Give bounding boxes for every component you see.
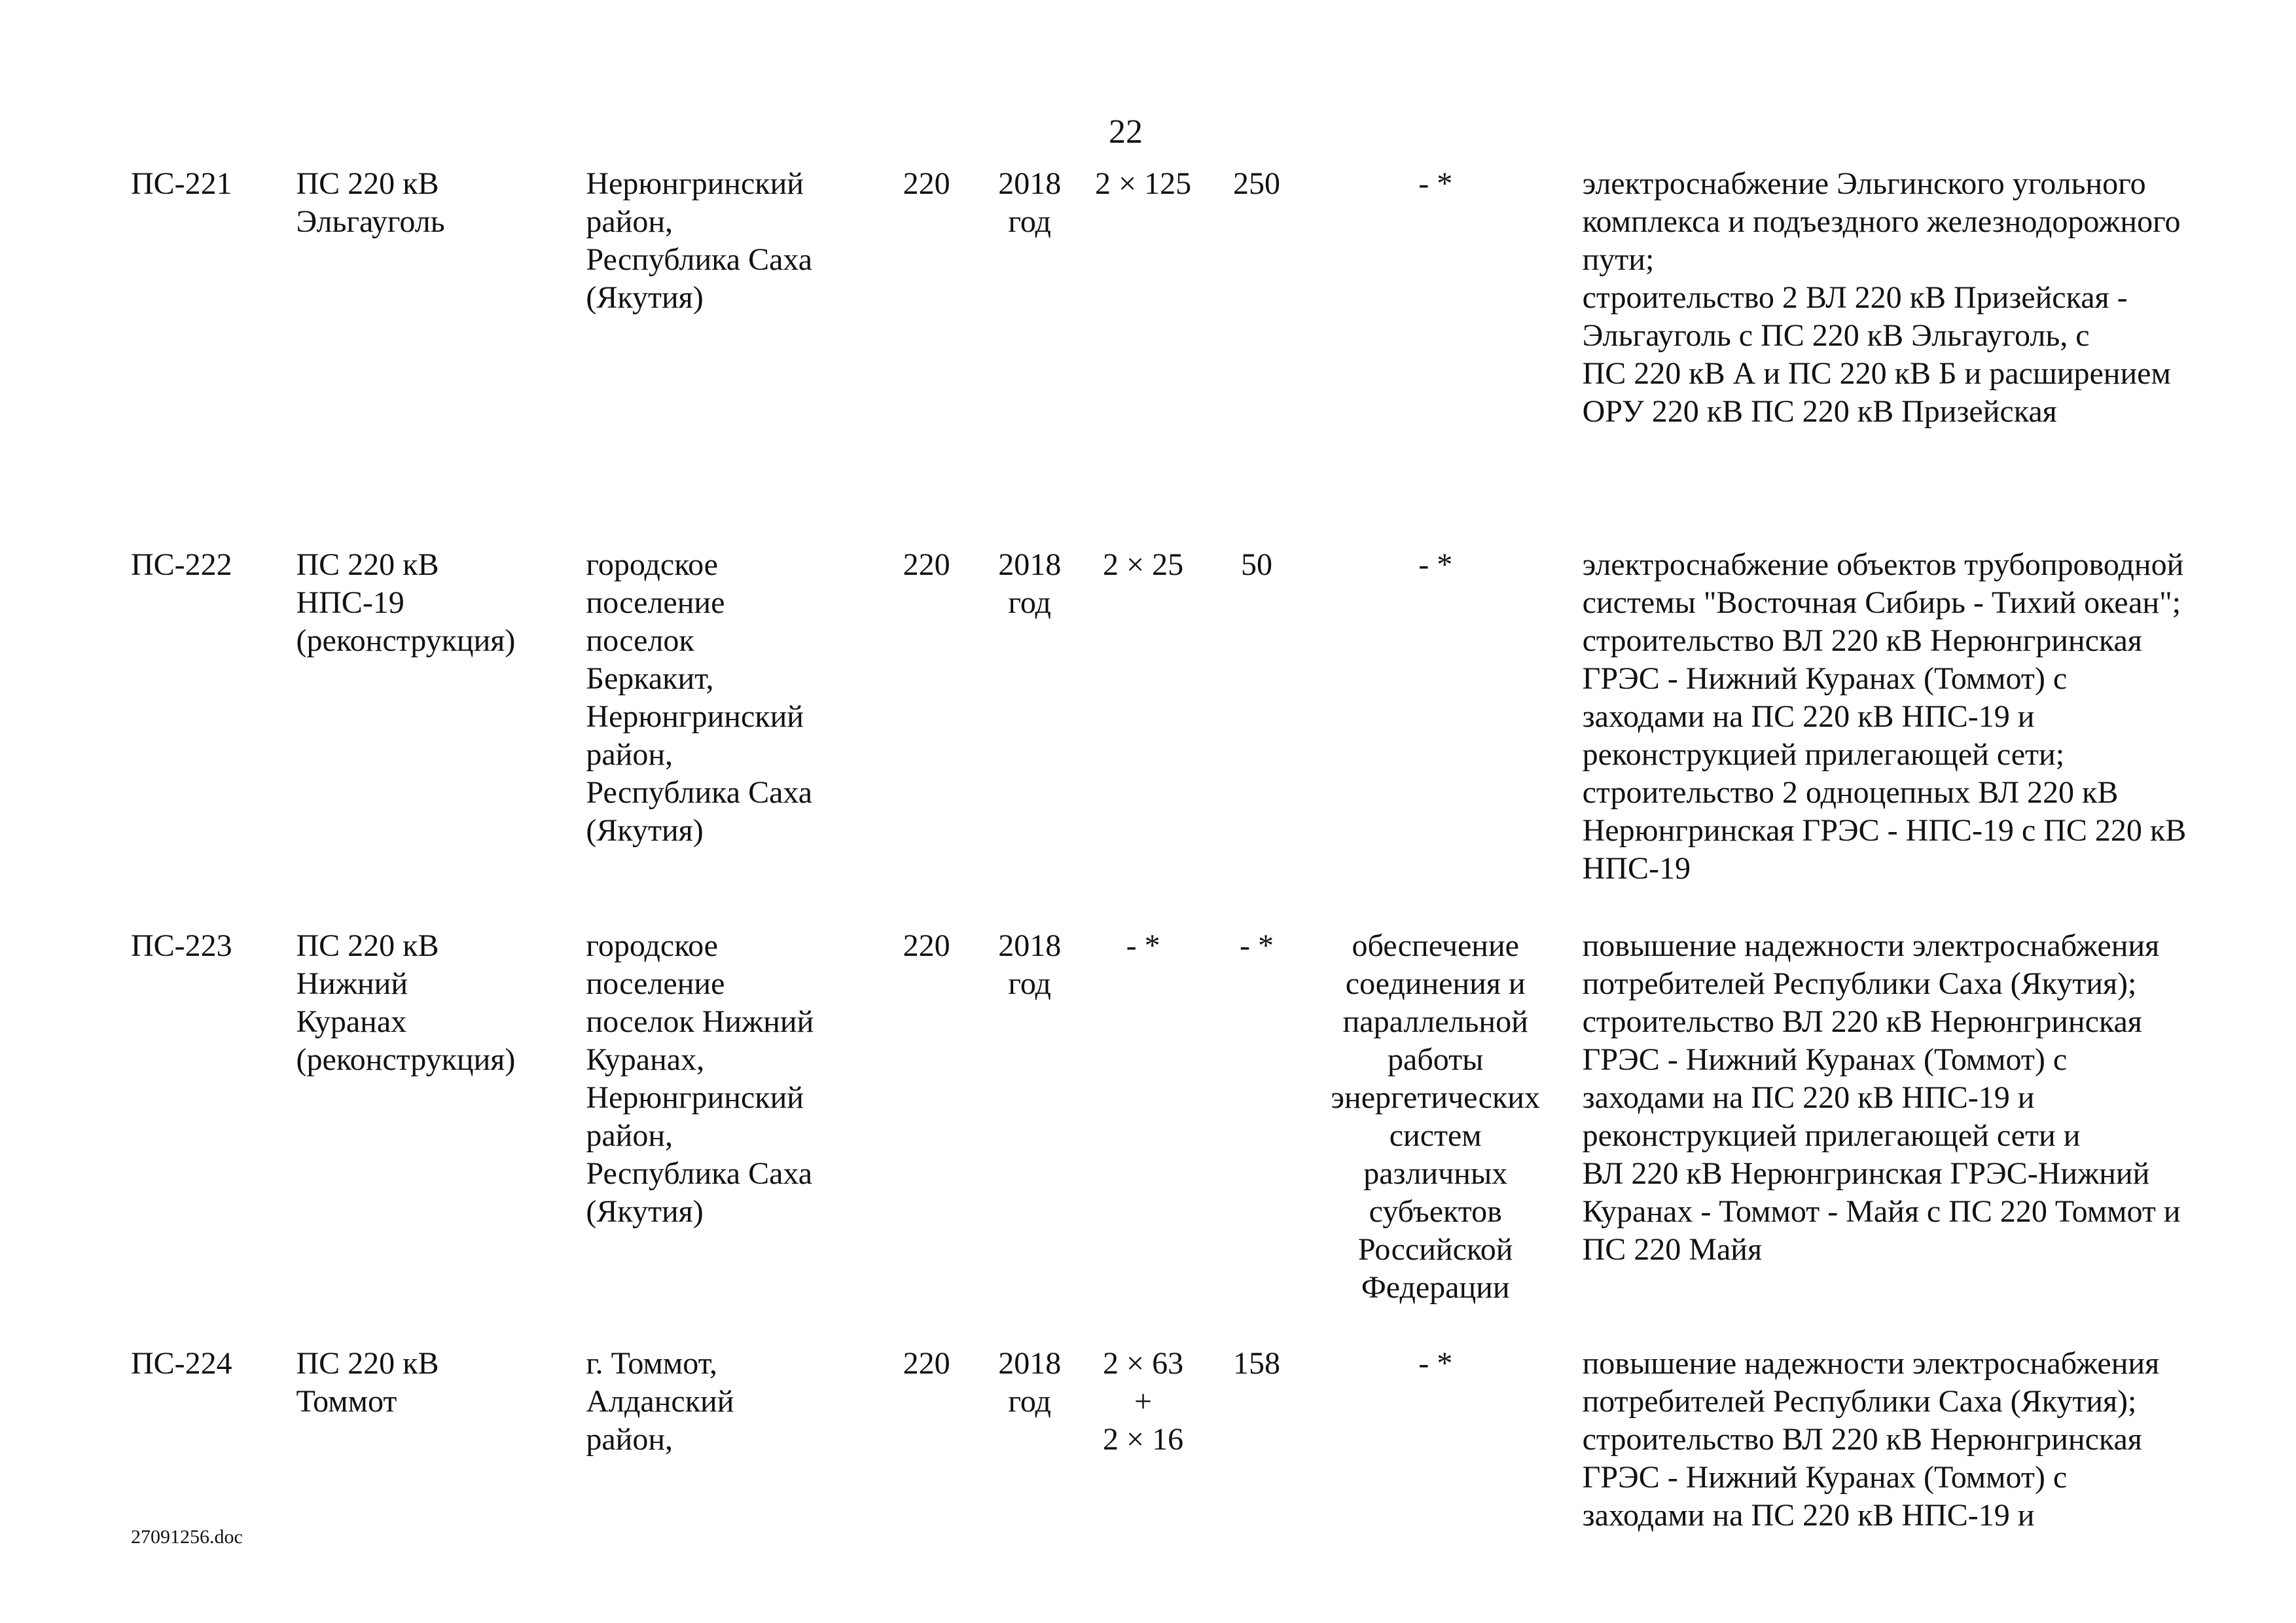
- location-cell: городское поселение поселок Беркакит, Нерюнгринский район, Республика Саха (Якутия): [586, 547, 813, 848]
- table-row: [0, 927, 2296, 1345]
- year-cell: 2018 год: [998, 547, 1062, 620]
- power-cell: 250: [1232, 166, 1280, 201]
- page-number: 22: [1109, 113, 1143, 151]
- voltage-cell: 220: [903, 166, 950, 201]
- voltage-cell: 220: [903, 1346, 950, 1381]
- note-cell: электроснабжение объектов трубопроводной системы "Восточная Сибирь - Тихий океан"; строительство ВЛ 220 кВ Нерюнгринская ГРЭС - Нижний Куранах (Томмот) с заходами на ПС 220 кВ НПС-19 и реконструкцией прилегающей сети; строительство 2 одноцепных ВЛ 220 кВ Нерюнгринская ГРЭС - НПС-19 с ПС 220 кВ НПС-19: [1582, 547, 2187, 886]
- transformers-cell: 2 × 25: [1103, 547, 1184, 582]
- power-cell: - *: [1239, 928, 1274, 963]
- object-name-cell: ПС 220 кВ Эльгауголь: [296, 166, 445, 239]
- purpose-cell: - *: [1418, 1346, 1453, 1381]
- year-cell: 2018 год: [998, 166, 1062, 239]
- purpose-cell: - *: [1418, 547, 1453, 582]
- document-filename: 27091256.doc: [131, 1526, 243, 1548]
- note-cell: электроснабжение Эльгинского угольного комплекса и подъездного железнодорожного пути; строительство 2 ВЛ 220 кВ Призейская - Эльгауголь с ПС 220 кВ Эльгауголь, с ПС 220 кВ А и ПС 220 кВ Б и расширением ОРУ 220 кВ ПС 220 кВ Призейская: [1582, 166, 2181, 429]
- object-code-cell: ПС-222: [131, 547, 232, 582]
- object-name-cell: ПС 220 кВ Нижний Куранах (реконструкция): [296, 928, 516, 1077]
- transformers-cell: - *: [1126, 928, 1160, 963]
- transformers-cell: 2 × 63 + 2 × 16: [1103, 1346, 1184, 1457]
- power-cell: 158: [1232, 1346, 1280, 1381]
- voltage-cell: 220: [903, 547, 950, 582]
- object-name-cell: ПС 220 кВ НПС-19 (реконструкция): [296, 547, 516, 658]
- location-cell: Нерюнгринский район, Республика Саха (Якутия): [586, 166, 813, 315]
- substations-table: [0, 165, 2296, 1567]
- table-row: [0, 1345, 2296, 1567]
- object-name-cell: ПС 220 кВ Томмот: [296, 1346, 439, 1419]
- voltage-cell: 220: [903, 928, 950, 963]
- object-code-cell: ПС-221: [131, 166, 232, 201]
- object-code-cell: ПС-223: [131, 928, 232, 963]
- power-cell: 50: [1240, 547, 1272, 582]
- table-row: [0, 165, 2296, 546]
- transformers-cell: 2 × 125: [1095, 166, 1192, 201]
- location-cell: г. Томмот, Алданский район,: [586, 1346, 734, 1457]
- purpose-cell: - *: [1418, 166, 1453, 201]
- location-cell: городское поселение поселок Нижний Куранах, Нерюнгринский район, Республика Саха (Якутия): [586, 928, 814, 1229]
- note-cell: повышение надежности электроснабжения потребителей Республики Саха (Якутия); строительство ВЛ 220 кВ Нерюнгринская ГРЭС - Нижний Куранах (Томмот) с заходами на ПС 220 кВ НПС-19 и реконструкцией прилегающей сети и ВЛ 220 кВ Нерюнгринская ГРЭС-Нижний Куранах - Томмот - Майя с ПС 220 Томмот и ПС 220 Майя: [1582, 928, 2181, 1267]
- year-cell: 2018 год: [998, 928, 1062, 1001]
- year-cell: 2018 год: [998, 1346, 1062, 1419]
- note-cell: повышение надежности электроснабжения потребителей Республики Саха (Якутия); строительство ВЛ 220 кВ Нерюнгринская ГРЭС - Нижний Куранах (Томмот) с заходами на ПС 220 кВ НПС-19 и: [1582, 1346, 2160, 1533]
- object-code-cell: ПС-224: [131, 1346, 232, 1381]
- purpose-cell: обеспечение соединения и параллельной работы энергетических систем различных субъектов Российской Федерации: [1331, 928, 1540, 1305]
- table-row: [0, 546, 2296, 927]
